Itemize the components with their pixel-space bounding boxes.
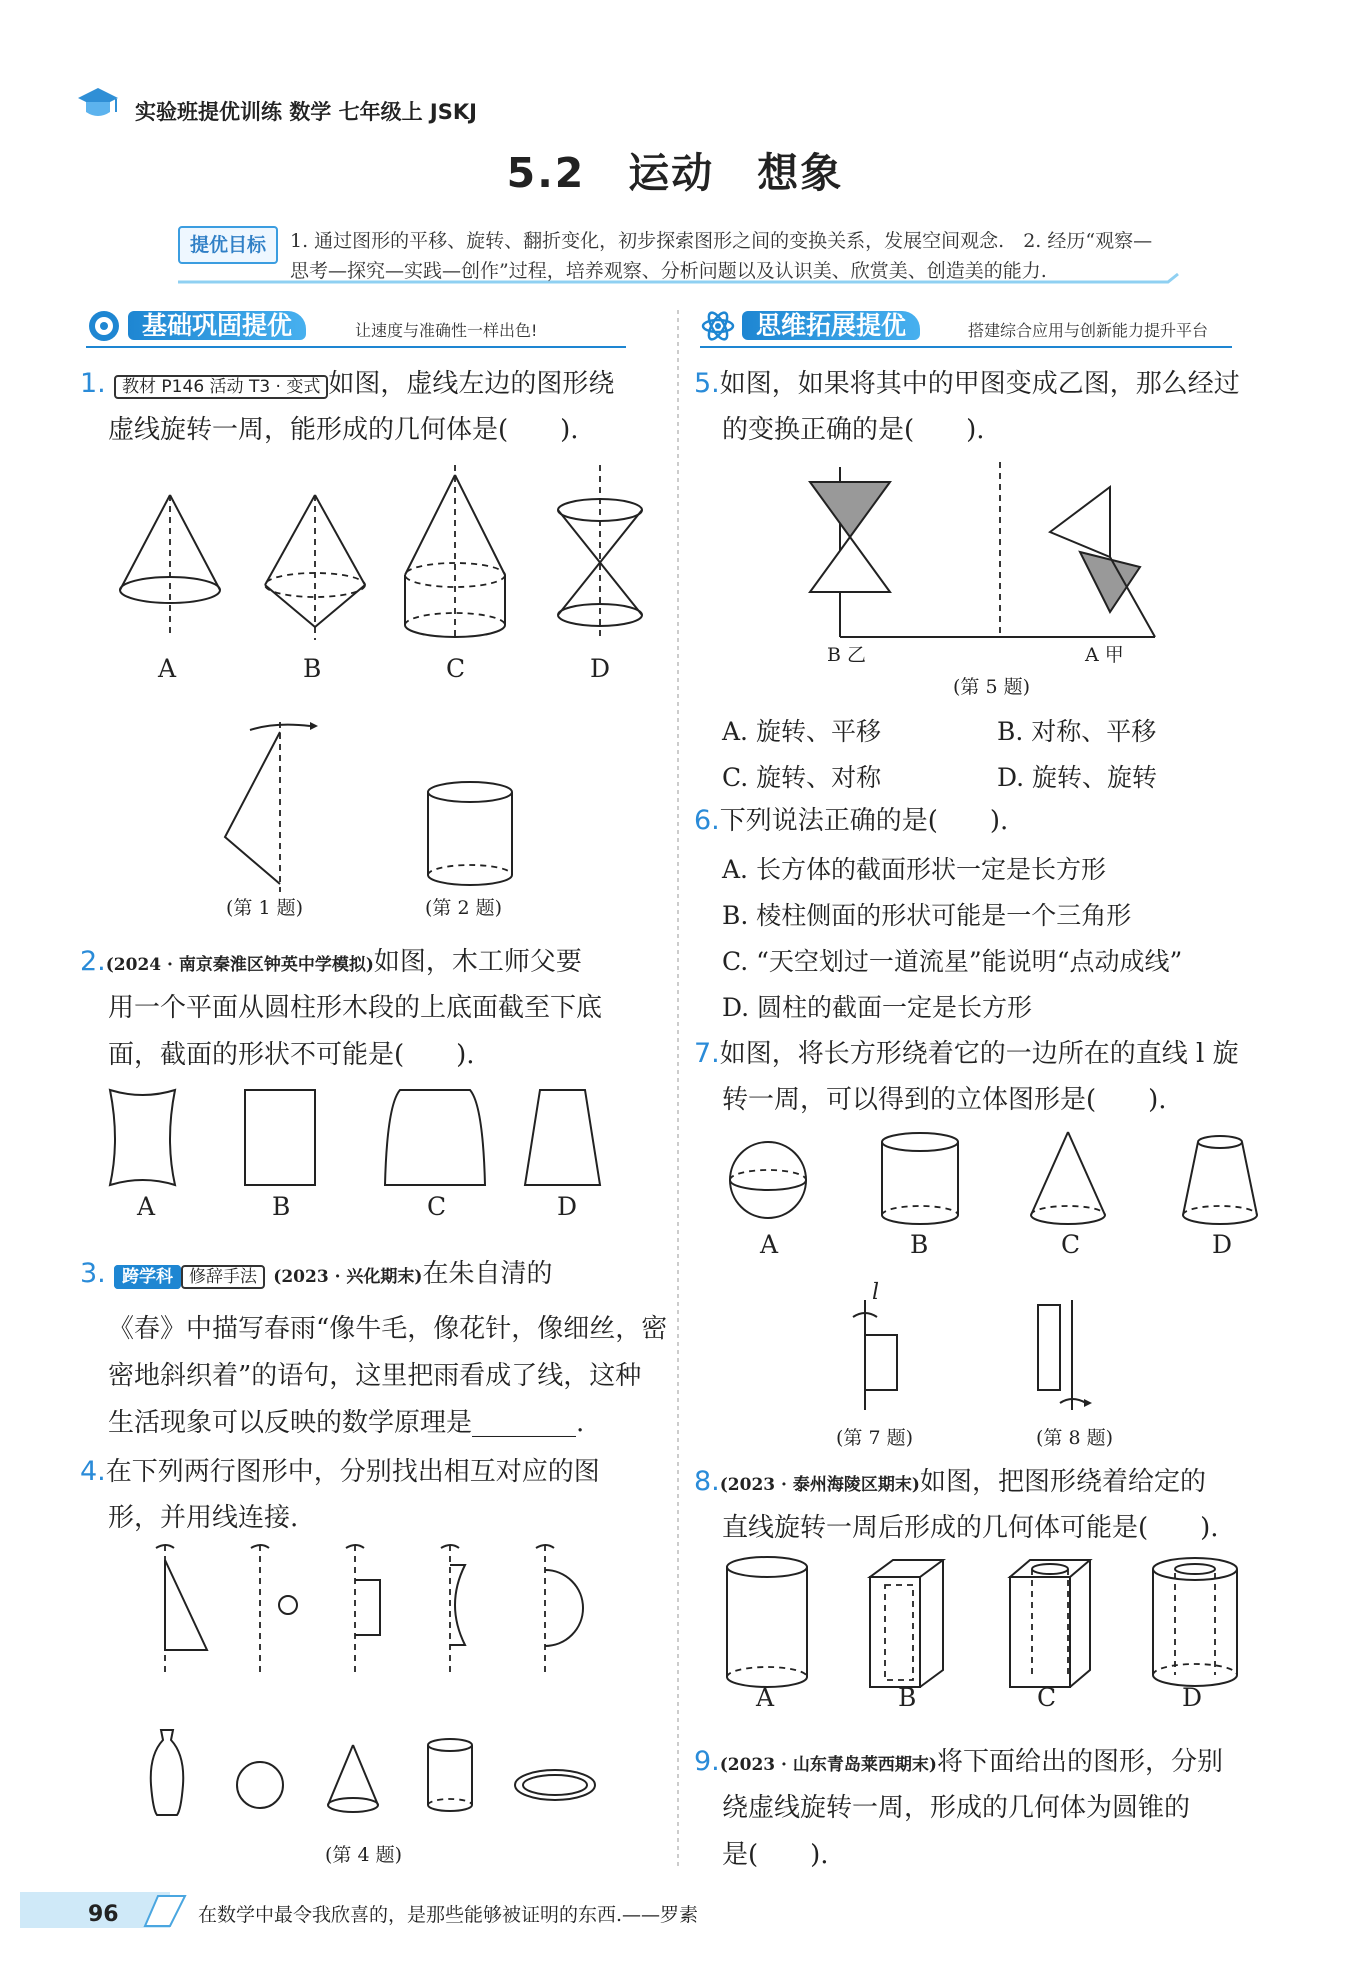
question-9 — [694, 1738, 1304, 1789]
question-3 — [80, 1250, 670, 1301]
target-icon — [86, 308, 122, 344]
q3-line1: 在朱自清的 — [422, 1259, 553, 1289]
q1-line2: 虚线旋转一周，能形成的几何体是( ). — [108, 415, 579, 445]
q3-source: (2023 · 兴化期末) — [273, 1267, 423, 1287]
section-extension — [742, 308, 920, 344]
q5-transform-figure — [800, 462, 1200, 647]
q4-line1: 在下列两行图形中，分别找出相互对应的图 — [105, 1457, 600, 1487]
q9-line1: 将下面给出的图形，分别 — [936, 1747, 1223, 1777]
q1-options-figure — [110, 465, 670, 645]
q3-line2: 《春》中描写春雨“像牛毛，像花针，像细丝，密 — [108, 1314, 668, 1344]
q5-opt-c: C. 旋转、对称 — [722, 763, 882, 792]
q9-line2: 绕虚线旋转一周，形成的几何体为圆锥的 — [722, 1793, 1191, 1823]
q7-opt-a: A — [760, 1230, 779, 1259]
q1-opt-d: D — [590, 654, 611, 683]
q1-caption: (第 1 题) — [226, 897, 303, 919]
q5-caption: (第 5 题) — [953, 676, 1030, 698]
section-extension-title: 思维拓展提优 — [742, 311, 920, 340]
q6-opt-b: B. 棱柱侧面的形状可能是一个三角形 — [722, 901, 1132, 930]
q4-number: 4. — [80, 1456, 106, 1487]
q5-number: 5. — [694, 368, 720, 399]
q7-line2: 转一周，可以得到的立体图形是( ). — [722, 1085, 1167, 1115]
book-header: 实验班提优训练 数学 七年级上 JSKJ — [135, 100, 477, 124]
footer-quote: 在数学中最令我欣喜的，是那些能够被证明的东西.——罗素 — [198, 1904, 699, 1926]
q8-caption: (第 8 题) — [1036, 1427, 1113, 1449]
q7-options-figure — [728, 1130, 1278, 1240]
question-5 — [694, 360, 1294, 408]
q2-number: 2. — [80, 946, 106, 977]
q2-line1: 如图，木工师父要 — [373, 947, 582, 977]
q1-source-figure — [220, 712, 340, 892]
q5-opt-d: D. 旋转、旋转 — [997, 763, 1158, 792]
q8-line1: 如图，把图形绕着给定的 — [919, 1467, 1206, 1497]
question-7 — [694, 1030, 1304, 1078]
section-basic-title: 基础巩固提优 — [128, 311, 306, 340]
q2-line2: 用一个平面从圆柱形木段的上底面截至下底 — [108, 993, 603, 1023]
q7-number: 7. — [694, 1038, 720, 1069]
q5-line1: 如图，如果将其中的甲图变成乙图，那么经过 — [719, 369, 1240, 399]
question-4 — [80, 1448, 670, 1496]
q2-caption: (第 2 题) — [425, 897, 502, 919]
goal-label: 提优目标 — [178, 226, 278, 264]
atom-icon — [700, 308, 736, 344]
q6-number: 6. — [694, 805, 720, 836]
q2-cylinder-figure — [425, 780, 525, 890]
q8-rectangle-figure — [1030, 1295, 1120, 1415]
q5-opt-b: B. 对称、平移 — [997, 717, 1157, 746]
q6-opt-d: D. 圆柱的截面一定是长方形 — [722, 993, 1033, 1022]
question-1 — [80, 360, 670, 411]
q9-number: 9. — [694, 1746, 720, 1777]
question-8 — [694, 1458, 1304, 1509]
q6-opt-a: A. 长方体的截面形状一定是长方形 — [722, 855, 1106, 884]
q3-line3: 密地斜织着”的语句，这里把雨看成了线，这种 — [108, 1361, 642, 1391]
page-title: 5.2 运动 想象 — [506, 149, 844, 197]
q8-opt-d: D — [1182, 1683, 1203, 1712]
q5-label-a: A 甲 — [1085, 644, 1124, 666]
q3-rhetoric-tag: 修辞手法 — [181, 1265, 265, 1289]
q4-plane-figures — [140, 1540, 610, 1680]
section-basic-underline — [86, 345, 626, 349]
q4-solid-figures — [145, 1725, 595, 1825]
q2-line3: 面，截面的形状不可能是( ). — [108, 1040, 475, 1070]
q3-number: 3. — [80, 1258, 106, 1289]
q7-opt-c: C — [1061, 1230, 1081, 1259]
section-basic-subtitle: 让速度与准确性一样出色! — [355, 321, 538, 340]
q3-cross-subject-tag: 跨学科 — [114, 1265, 181, 1289]
q1-number: 1. — [80, 368, 106, 399]
q2-opt-c: C — [427, 1192, 447, 1221]
question-6 — [694, 797, 1294, 845]
goal-text: 1. 通过图形的平移、旋转、翻折变化，初步探索图形之间的变换关系，发展空间观念. 2. 经历“观察—思考—探究—实践—创作”过程，培养观察、分析问题以及认识美、欣赏美、创造美的能力. — [290, 230, 1153, 282]
q9-source: (2023 · 山东青岛莱西期末) — [719, 1755, 937, 1775]
q8-line2: 直线旋转一周后形成的几何体可能是( ). — [722, 1513, 1219, 1543]
q3-line4: 生活现象可以反映的数学原理是________. — [108, 1408, 585, 1438]
q8-options-figure — [725, 1555, 1265, 1695]
section-basic — [128, 308, 306, 344]
q1-opt-b: B — [303, 654, 322, 683]
q7-rectangle-figure — [845, 1295, 925, 1415]
q4-caption: (第 4 题) — [325, 1844, 402, 1866]
q8-opt-c: C — [1037, 1683, 1057, 1712]
section-extension-subtitle: 搭建综合应用与创新能力提升平台 — [968, 321, 1209, 340]
q8-source: (2023 · 泰州海陵区期末) — [719, 1475, 920, 1495]
q8-number: 8. — [694, 1466, 720, 1497]
q5-opt-a: A. 旋转、平移 — [722, 717, 881, 746]
q7-caption: (第 7 题) — [836, 1427, 913, 1449]
q5-label-b: B 乙 — [827, 644, 867, 666]
q8-opt-b: B — [898, 1683, 917, 1712]
q2-opt-d: D — [557, 1192, 578, 1221]
page-number: 96 — [88, 1902, 119, 1927]
q5-line2: 的变换正确的是( ). — [722, 415, 985, 445]
q8-opt-a: A — [756, 1683, 775, 1712]
q2-options-figure — [105, 1085, 615, 1195]
section-extension-underline — [700, 345, 1232, 349]
graduation-cap-icon — [76, 86, 120, 120]
q7-line1: 如图，将长方形绕着它的一边所在的直线 l 旋 — [719, 1039, 1239, 1069]
q6-line1: 下列说法正确的是( ). — [719, 806, 1009, 836]
q2-source: (2024 · 南京秦淮区钟英中学模拟) — [105, 955, 374, 975]
q9-line3: 是( ). — [722, 1840, 829, 1870]
q1-textbook-tag: 教材 P146 活动 T3 · 变式 — [114, 375, 328, 399]
q7-axis-label: l — [872, 1280, 880, 1305]
q2-opt-a: A — [137, 1192, 156, 1221]
column-divider — [676, 310, 680, 1870]
question-2 — [80, 938, 670, 989]
q1-line1: 如图，虚线左边的图形绕 — [328, 369, 615, 399]
q7-opt-d: D — [1212, 1230, 1233, 1259]
q7-opt-b: B — [910, 1230, 929, 1259]
q4-line2: 形，并用线连接. — [108, 1503, 299, 1533]
q1-opt-c: C — [446, 654, 466, 683]
q2-opt-b: B — [272, 1192, 291, 1221]
q1-opt-a: A — [158, 654, 177, 683]
q6-opt-c: C. “天空划过一道流星”能说明“点动成线” — [722, 947, 1183, 976]
